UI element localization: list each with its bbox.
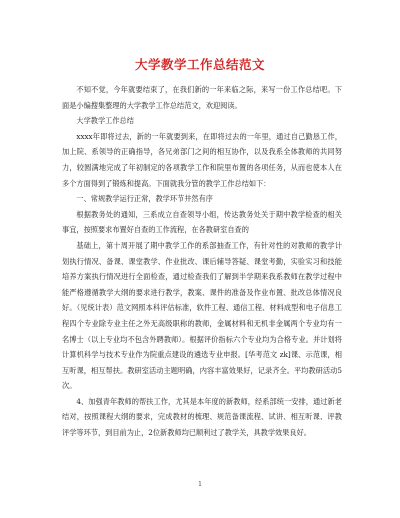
subheading-paragraph: 大学教学工作总结 [76, 116, 134, 126]
notice-paragraph: 根据教务处的通知，三系成立自查领导小组，传达教务处关于期中教学检查的相关事宜，按照要求布置好自查的工作流程，在各教研室自查的 [62, 209, 342, 235]
intro-paragraph: 不知不觉，今年就要结束了，在我们新的一年来临之际，来写一份工作总结吧。下面是小编搜集整理的大学教学工作总结范文，欢迎阅读。 [62, 85, 342, 110]
document-body [62, 82, 342, 441]
overview-paragraph: xxxx年即将过去，新的一年就要到来，在即将过去的一年里，通过自己勤恳工作，加上院、系领导的正确指导，各兄弟部门之间的相互协作，以及我系全体教师的共同努力，较圆满地完成了年初制定的各项教学工作和院里布置的各项任务，从而也使本人在多个方面得到了锻炼和提高。下面就我分管的教学工作总结如下： [62, 131, 342, 188]
mentoring-paragraph: 4、加强青年教师的帮扶工作，尤其是本年度的新教师，经系部统一安排，通过新老结对，按照课程大纲的要求，完成教材的梳理、规范备课流程、试讲、相互听课、评教评学等环节，到目前为止，2位新教师均已顺利过了教学关，具教学效果良好。 [62, 396, 342, 438]
section-heading: 一、常规教学运行正常，教学环节井然有序 [76, 194, 213, 204]
document-title: 大学教学工作总结范文 [134, 57, 265, 72]
inspection-paragraph: 基础上，第十周开展了期中教学工作的系部抽查工作，有针对性的对教师的教学计划执行情况、备课、课堂教学、作业批改、课后辅导答疑、课堂考勤，实验实习和技能培养方案执行情况进行全面检查，通过检查我们了解到半学期来我系教师在教学过程中能严格遵循教学大纲的要求进行教学，教案、课件的准备及作业布置、批改总体情况良好。（见统计表）范文网照本科评估标准，软件工程、通信工程、材料成型和电子信息工程四个专业除专业主任之外无高级职称的教师，金属材料和无机非金属两个专业均有一名博士（以上专业均不包含外聘教师）。根据评价指标六个专业均为合格专业。并计划将计算机科学与技术专业作为院重点建设的遴选专业申报。[华考范文 zk]课、示范课，相互听课，相互帮扶。教研室活动主题明确，内容丰富效果好，记录齐全。平均教研活动5次。 [62, 240, 342, 391]
page-number: 1 [198, 481, 202, 488]
